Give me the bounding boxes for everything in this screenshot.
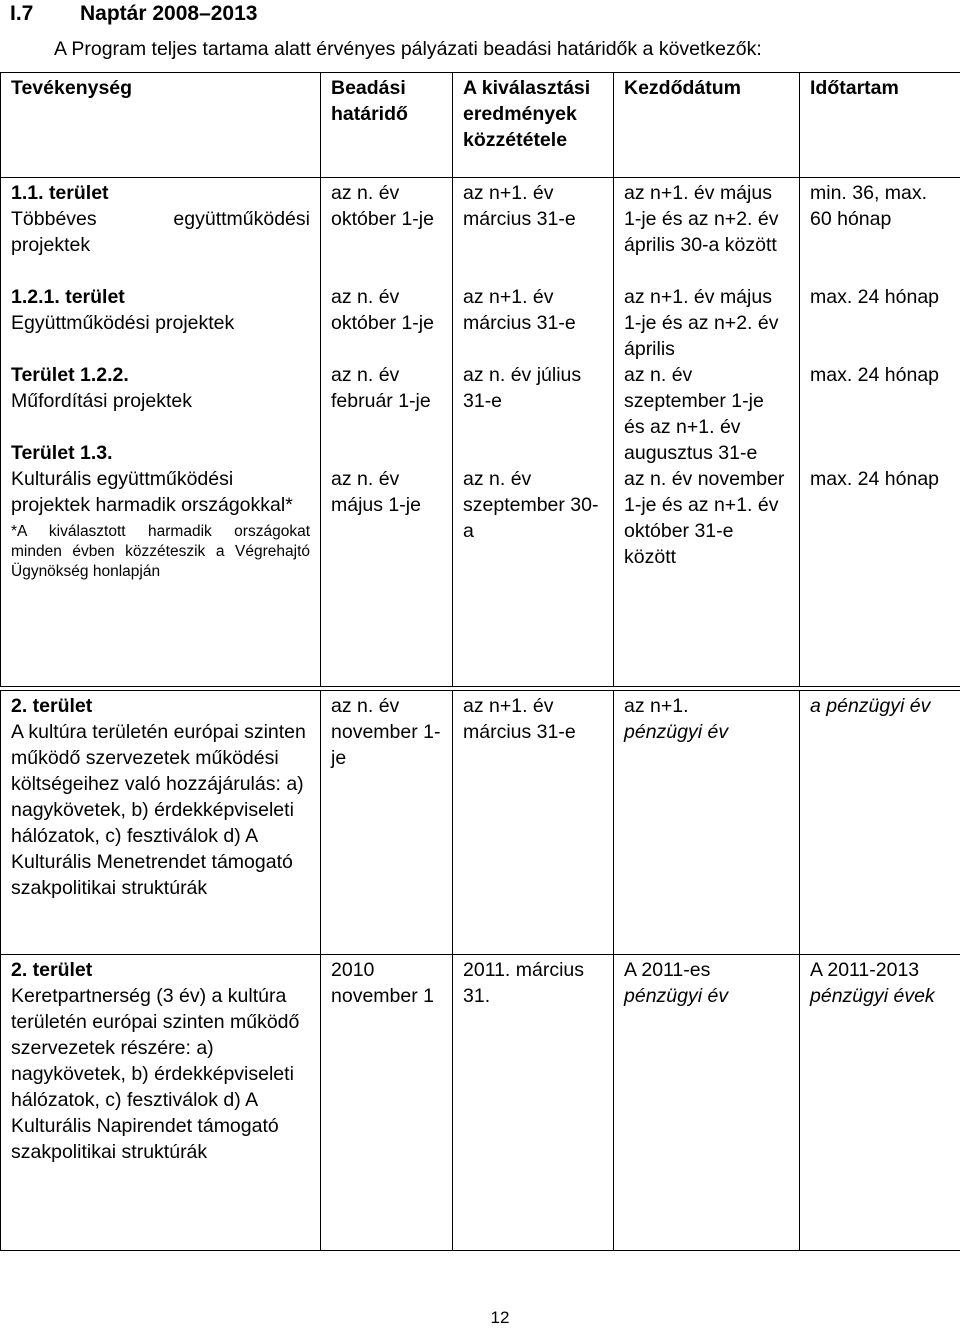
row3-title: Terület 1.2.2. (11, 364, 129, 386)
start-date-cell (614, 955, 800, 1251)
row3-start: az n. év szeptember 1-je és az n+1. év augusztus 31-e (624, 364, 764, 464)
row3-results: az n. év július 31-e (463, 364, 582, 412)
results-cell (453, 178, 614, 687)
row1-results: az n+1. év március 31-e (463, 182, 576, 230)
start-date-cell (614, 691, 800, 955)
section-heading (10, 2, 257, 26)
row1-start: az n+1. év május 1-je és az n+2. év április 30-a között (624, 182, 779, 256)
deadline-cell (321, 691, 453, 955)
row2-start: az n+1. év május 1-je és az n+2. év április (624, 286, 779, 360)
activity-cell (1, 955, 321, 1251)
row6-deadline: 2010 november 1 (331, 959, 434, 1007)
duration-cell (800, 955, 960, 1251)
row6-desc: Keretpartnerség (3 év) a kultúra területén európai szinten működő szervezetek részére: a) nagykövetek, b) érdekképviseleti hálózatok, c) fesztiválok d) A Kulturális Napirendet támogató szakpolitikai struktúrák (11, 985, 300, 1163)
results-cell (453, 691, 614, 955)
row4-start: az n. év november 1-je és az n+1. év október 31-e között (624, 468, 785, 568)
row4-note: *A kiválasztott harmadik országokat minden évben közzéteszik a Végrehajtó Ügynökség honlapján (11, 523, 310, 580)
header-deadline: Beadási határidő (321, 73, 453, 178)
table-row (1, 178, 960, 687)
row4-desc: Kulturális együttműködési projektek harmadik országokkal* (11, 468, 293, 516)
row5-start: az n+1. (624, 695, 689, 717)
row2-results: az n+1. év március 31-e (463, 286, 576, 334)
row5-start-italic: pénzügyi év (624, 721, 729, 743)
calendar-table-continued (0, 690, 960, 1251)
table-row (1, 955, 960, 1251)
page-number: 12 (490, 1308, 510, 1327)
row5-deadline: az n. év november 1-je (331, 695, 441, 769)
header-duration: Időtartam (800, 73, 960, 178)
row6-duration: A 2011-2013 (810, 959, 920, 981)
row3-duration: max. 24 hónap (810, 364, 940, 386)
row4-deadline: az n. év május 1-je (331, 468, 421, 516)
row1-duration: min. 36, max. 60 hónap (810, 182, 928, 230)
row5-title: 2. terület (11, 695, 93, 717)
calendar-table (0, 72, 960, 687)
intro-text: A Program teljes tartama alatt érvényes pályázati beadási határidők a következők: (54, 38, 762, 60)
start-date-cell (614, 178, 800, 687)
activity-cell (1, 178, 321, 687)
row6-duration-italic: pénzügyi évek (810, 985, 935, 1007)
row4-duration: max. 24 hónap (810, 468, 940, 490)
row4-results: az n. év szeptember 30-a (463, 468, 599, 542)
header-activity: Tevékenység (1, 73, 321, 178)
row3-deadline: az n. év február 1-je (331, 364, 431, 412)
deadline-cell (321, 955, 453, 1251)
row5-results: az n+1. év március 31-e (463, 695, 576, 743)
table-row (1, 691, 960, 955)
row2-duration: max. 24 hónap (810, 286, 940, 308)
row2-title: 1.2.1. terület (11, 286, 125, 308)
row6-title: 2. terület (11, 959, 93, 981)
duration-cell (800, 691, 960, 955)
deadline-cell (321, 178, 453, 687)
row6-start: A 2011-es (624, 959, 711, 981)
row6-results: 2011. március 31. (463, 959, 585, 1007)
row5-desc: A kultúra területén európai szinten működő szervezetek működési költségeihez való hozzájárulás: a) nagykövetek, b) érdekképviseleti hálózatok, c) fesztiválok d) A Kulturális Menetrendet támogató szakpolitikai struktúrák (11, 721, 306, 899)
section-number: I.7 (10, 2, 34, 25)
duration-cell (800, 178, 960, 687)
section-title: Naptár 2008–2013 (80, 2, 258, 25)
row2-deadline: az n. év október 1-je (331, 286, 434, 334)
row6-start-italic: pénzügyi év (624, 985, 729, 1007)
table-header-row (1, 73, 960, 178)
row4-title: Terület 1.3. (11, 442, 113, 464)
row3-desc: Műfordítási projektek (11, 390, 192, 412)
row1-title: 1.1. terület (11, 182, 109, 204)
results-cell (453, 955, 614, 1251)
row1-deadline: az n. év október 1-je (331, 182, 434, 230)
row1-desc: Többéves együttműködési projektek (11, 208, 310, 256)
row5-duration: a pénzügyi év (810, 695, 931, 717)
header-start-date: Kezdődátum (614, 73, 800, 178)
activity-cell (1, 691, 321, 955)
row2-desc: Együttműködési projektek (11, 312, 235, 334)
header-results: A kiválasztási eredmények közzététele (453, 73, 614, 178)
